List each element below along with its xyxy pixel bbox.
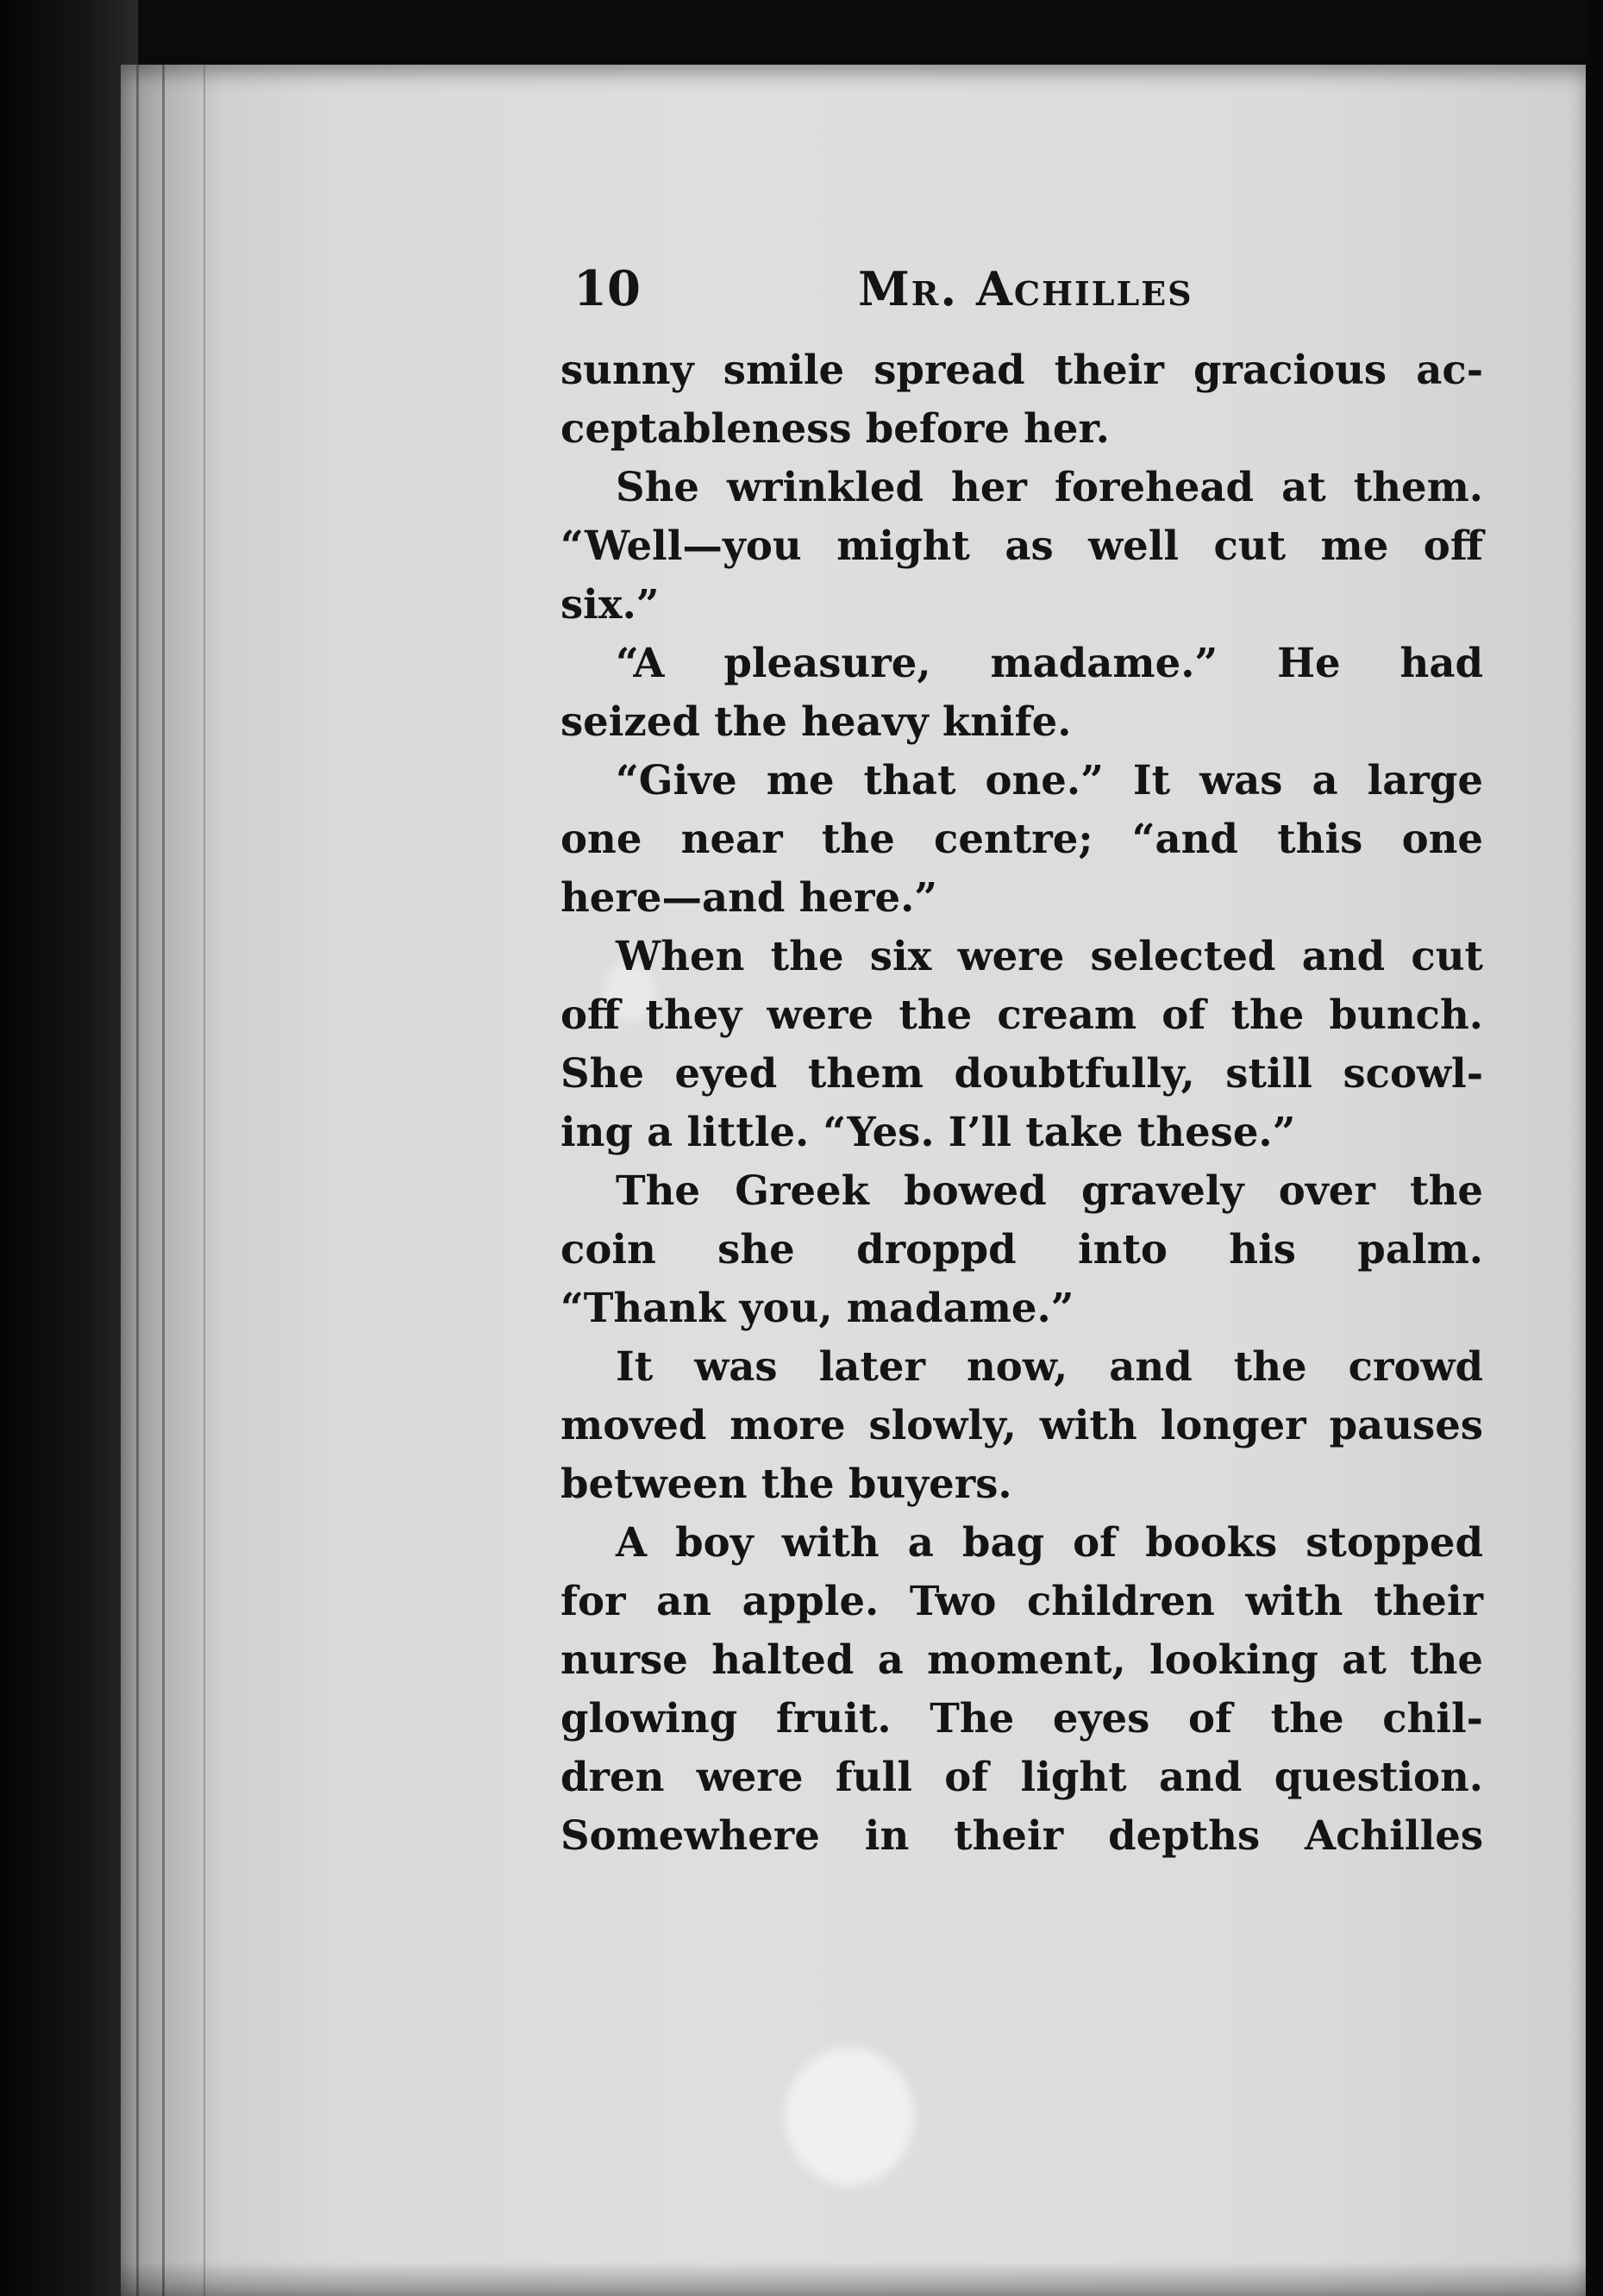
text-line: She eyed them doubtfully, still scowl- <box>560 1049 1483 1097</box>
page-bottom-shadow <box>121 2262 1587 2296</box>
text-line: It was later now, and the crowd <box>616 1342 1483 1390</box>
book-spine-shadow <box>0 0 138 2296</box>
text-line: glowing fruit. The eyes of the chil- <box>560 1694 1483 1742</box>
page-edge-line <box>162 65 165 2296</box>
text-line: six.” <box>560 580 660 628</box>
text-line: one near the centre; “and this one <box>560 815 1483 862</box>
text-line: off they were the cream of the bunch. <box>560 991 1483 1038</box>
text-line: ing a little. “Yes. I’ll take these.” <box>560 1108 1296 1155</box>
text-line: moved more slowly, with longer pauses <box>560 1401 1483 1448</box>
text-line: ceptableness before her. <box>560 404 1110 452</box>
text-line: nurse halted a moment, looking at the <box>560 1636 1483 1683</box>
page-header <box>573 259 1487 319</box>
text-line: coin she droppd into his palm. <box>560 1225 1483 1273</box>
running-head: Mr. Achilles <box>858 261 1193 316</box>
text-line: Somewhere in their depths Achilles <box>560 1811 1483 1859</box>
text-line: between the buyers. <box>560 1460 1012 1507</box>
page-edge-line <box>136 65 139 2296</box>
text-line: seized the heavy knife. <box>560 698 1072 745</box>
text-line: She wrinkled her forehead at them. <box>616 463 1483 510</box>
text-line: When the six were selected and cut <box>616 932 1483 979</box>
text-line: for an apple. Two children with their <box>560 1577 1483 1624</box>
text-line: The Greek bowed gravely over the <box>616 1167 1483 1214</box>
text-line: “Thank you, madame.” <box>560 1284 1074 1331</box>
body-text <box>560 341 1483 1865</box>
page-number: 10 <box>573 260 641 317</box>
text-line: sunny smile spread their gracious ac- <box>560 346 1483 393</box>
text-line: A boy with a bag of books stopped <box>616 1518 1483 1566</box>
text-line: “A pleasure, madame.” He had <box>616 639 1483 686</box>
scan-right-edge <box>1586 0 1603 2296</box>
text-line: “Give me that one.” It was a large <box>616 756 1483 804</box>
page-edge-line <box>204 65 205 2296</box>
text-line: dren were full of light and question. <box>560 1753 1483 1800</box>
text-line: “Well—you might as well cut me off <box>560 522 1483 569</box>
paper-stain <box>785 2048 914 2186</box>
text-line: here—and here.” <box>560 873 938 921</box>
